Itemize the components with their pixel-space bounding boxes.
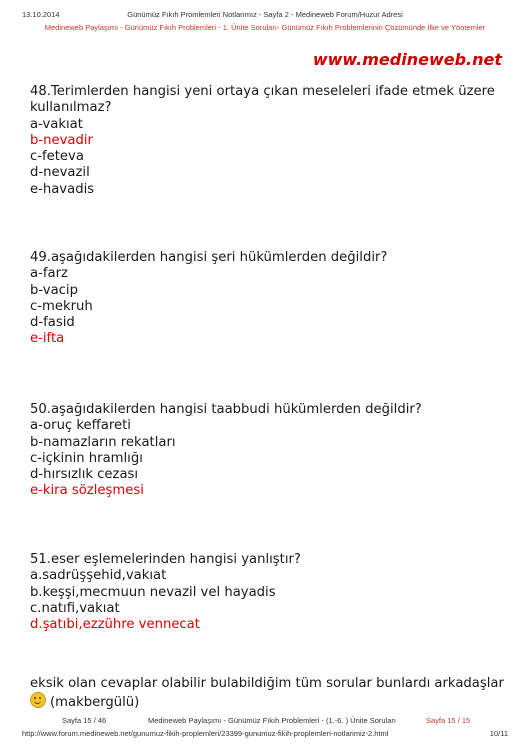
- question-48: [30, 84, 500, 198]
- footer-page-left: Sayfa 15 / 46: [62, 716, 107, 725]
- question-text: 51.eser eşlemelerinden hangisi yanlıştır?: [30, 552, 301, 567]
- note-signature: (makbergülü): [50, 695, 140, 711]
- option: e-havadis: [30, 181, 95, 197]
- option: c-feteva: [30, 149, 84, 165]
- option: c-içkinin hramlığı: [30, 450, 143, 466]
- correct-answer: e-kira sözleşmesi: [30, 483, 144, 499]
- smiley-icon: [30, 692, 46, 708]
- header-date: 13.10.2014: [22, 10, 60, 19]
- option: c.natıfi,vakıat: [30, 600, 120, 616]
- question-text: 49.aşağıdakilerden hangisi şeri hükümlerden değildir?: [30, 250, 388, 265]
- site-logo: www.medineweb.net: [312, 50, 502, 69]
- note-text: eksik olan cevaplar olabilir bulabildiğim tüm sorular bunlardı arkadaşlar: [30, 676, 504, 691]
- note-signature-line: [30, 692, 510, 711]
- option: a-farz: [30, 266, 68, 282]
- question-50: [30, 402, 500, 500]
- question-49: [30, 250, 500, 348]
- correct-answer: e-ifta: [30, 331, 65, 347]
- footer-url[interactable]: http://www.forum.medineweb.net/gunumuz-fikih-proplemleri/23399-gunumuz-fikih-proplemleri-notlarimiz-2.html: [22, 729, 389, 738]
- option: d-hırsızlık cezası: [30, 467, 139, 483]
- option: a-oruç keffareti: [30, 418, 131, 434]
- option: b-vacip: [30, 282, 78, 298]
- option: a-vakıat: [30, 116, 83, 132]
- option: b.keşşi,mecmuun nevazil vel hayadis: [30, 584, 276, 600]
- correct-answer: b-nevadir: [30, 132, 93, 148]
- footer-page-number: 10/11: [489, 729, 508, 738]
- header-subtitle: Medineweb Paylaşımı - Günümüz Fıkıh Problemleri - 1. Ünite Soruları- Günümüz Fıkıh Problemlerinin Çözümünde İlke ve Yöntemler: [44, 23, 486, 32]
- option: b-namazların rekatları: [30, 434, 176, 450]
- footer-page-right: Sayfa 15 / 15: [426, 716, 471, 725]
- option: d-nevazil: [30, 165, 90, 181]
- option: d-fasid: [30, 315, 75, 331]
- option: c-mekruh: [30, 298, 93, 314]
- closing-note: [30, 676, 510, 712]
- correct-answer: d.şatıbi,ezzühre vennecat: [30, 617, 200, 633]
- option: a.sadrüşşehid,vakıat: [30, 568, 167, 584]
- question-text: 48.Terimlerden hangisi yeni ortaya çıkan meseleleri ifade etmek üzere kullanılmaz?: [30, 84, 495, 116]
- header-title: Günümüz Fıkıh Promlemleri Notlarımız - Sayfa 2 - Medineweb Forum/Huzur Adresi: [127, 10, 403, 19]
- question-text: 50.aşağıdakilerden hangisi taabbudi hükümlerden değildir?: [30, 402, 422, 417]
- question-51: [30, 552, 500, 633]
- footer-center: Medineweb Paylaşımı - Günümüz Fıkıh Problemleri - (1.-6. ) Ünite Soruları: [148, 716, 397, 725]
